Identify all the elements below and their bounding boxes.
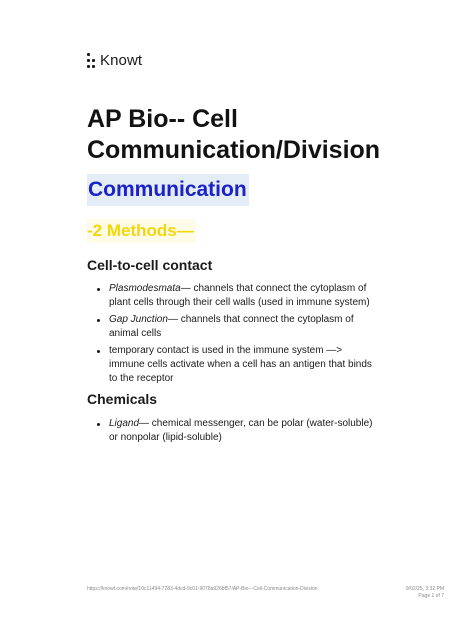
heading-methods-wrap [87,219,196,243]
definition: — channels that connect the cytoplasm of plant cells through their cell walls (used in immune system) [109,283,370,308]
term: Gap Junction [109,314,168,325]
knowt-logo-icon [87,53,95,69]
list-item [87,344,377,386]
footer-page-number: Page 1 of 7 [418,593,444,599]
heading-communication-wrap [87,174,249,206]
list-item [87,313,377,341]
term: Plasmodesmata [109,283,181,294]
list-item [87,417,377,445]
brand-logo[interactable] [87,52,142,70]
bullet-icon [97,350,100,353]
list-item [87,282,377,310]
bullet-icon [97,423,100,426]
cell-contact-list [87,282,377,389]
chemicals-list [87,417,377,448]
definition: — chemical messenger, can be polar (water-soluble) or nonpolar (lipid-soluble) [109,418,373,443]
footer-datetime: 9/02/25, 3:32 PM [405,586,444,592]
footer-meta [406,586,444,600]
footer-url: https://knowt.com/note/10c11494-7283-4dcd-9c01-9078a926bf57/AP-Bio---Cell-Communication-Division [87,586,318,592]
bullet-icon [97,319,100,322]
brand-name: Knowt [100,52,143,69]
page-title: AP Bio-- Cell Communication/Division [87,105,381,164]
heading-methods: -2 Methods— [87,219,196,243]
definition: temporary contact is used in the immune system —> immune cells activate when a cell has an antigen that binds to the receptor [109,345,372,384]
term: Ligand [109,418,140,429]
heading-communication: Communication [87,174,249,206]
section-heading-cell-contact: Cell-to-cell contact [87,257,213,273]
bullet-icon [97,288,100,291]
definition: — channels that connect the cytoplasm of animal cells [109,314,354,339]
section-heading-chemicals: Chemicals [87,391,158,407]
